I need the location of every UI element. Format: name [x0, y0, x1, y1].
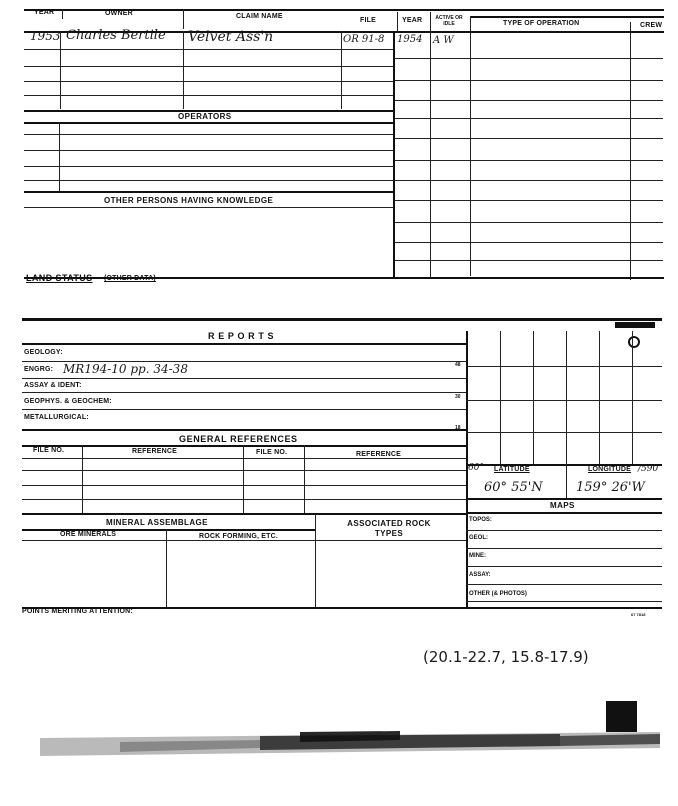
- rule: [470, 16, 471, 276]
- rule: [395, 160, 663, 161]
- report-num: 18: [455, 425, 461, 431]
- col-reference: REFERENCE: [132, 448, 177, 455]
- rule: [24, 180, 394, 181]
- rule: [22, 499, 466, 500]
- rule: [395, 100, 663, 101]
- rule: [632, 331, 633, 464]
- claim-name: Velvet Ass'n: [188, 29, 274, 45]
- report-num: 48: [455, 362, 461, 368]
- maps-row-label: MINE:: [469, 553, 486, 559]
- maps-title: MAPS: [550, 501, 575, 510]
- col-file-no2: FILE NO.: [256, 449, 288, 456]
- rule: [62, 9, 63, 19]
- punch-hole: [628, 336, 640, 348]
- claim-file: OR 91-8: [343, 34, 385, 45]
- rule: [315, 514, 316, 608]
- rule: [395, 180, 663, 181]
- col-reference2: REFERENCE: [356, 451, 401, 458]
- col-file-no: FILE NO.: [33, 447, 65, 454]
- claim-active: A W: [433, 35, 454, 46]
- rule: [395, 80, 663, 81]
- rule: [24, 191, 394, 193]
- rule: [395, 242, 663, 243]
- rule: [243, 445, 244, 513]
- latitude-value: 60° 55'N: [484, 480, 543, 495]
- reports-title: R E P O R T S: [208, 331, 275, 341]
- rule: [466, 566, 662, 567]
- rule: [393, 31, 395, 278]
- rule: [22, 513, 466, 515]
- maps-row-label: OTHER (& PHOTOS): [469, 591, 527, 597]
- general-references-title: GENERAL REFERENCES: [179, 434, 298, 444]
- land-status-title: LAND STATUS: [26, 273, 93, 283]
- rule: [466, 530, 662, 531]
- rule: [24, 150, 394, 151]
- rule: [430, 12, 431, 32]
- rule: [22, 458, 466, 459]
- lat-prefix: 60°: [468, 463, 484, 473]
- maps-row-label: ASSAY:: [469, 572, 491, 578]
- rule: [22, 318, 662, 321]
- header-year: YEAR: [34, 9, 55, 16]
- header-file: FILE: [360, 17, 376, 24]
- header-claim-name: CLAIM NAME: [236, 13, 283, 20]
- points-meriting-attention: POINTS MERITING ATTENTION:: [22, 608, 133, 615]
- report-label: GEOPHYS. & GEOCHEM:: [24, 398, 112, 405]
- rule: [566, 464, 567, 499]
- coords-note: (20.1-22.7, 15.8-17.9): [423, 648, 589, 666]
- rule: [466, 432, 662, 433]
- operators-title: OPERATORS: [178, 112, 232, 121]
- claim-year: 1953: [30, 29, 61, 43]
- rule: [24, 166, 394, 167]
- report-num: 30: [455, 394, 461, 400]
- rule: [24, 49, 394, 50]
- rule: [341, 31, 342, 109]
- scan-streak: [0, 718, 678, 778]
- claim-year2: 1954: [397, 34, 423, 45]
- rule: [395, 58, 663, 59]
- rule: [24, 134, 394, 135]
- rule: [22, 470, 466, 471]
- report-label: GEOLOGY:: [24, 349, 63, 356]
- smudge: [615, 322, 655, 328]
- rule: [183, 9, 184, 29]
- rule: [24, 122, 394, 124]
- longitude-label: LONGITUDE: [588, 466, 632, 473]
- report-label: ASSAY & IDENT:: [24, 382, 82, 389]
- header-type-of-operation: TYPE OF OPERATION: [503, 20, 580, 27]
- land-status-sub: (OTHER DATA): [104, 275, 156, 282]
- rule: [395, 138, 663, 139]
- longitude-value: 159° 26'W: [576, 480, 645, 495]
- rule: [22, 485, 466, 486]
- rule: [395, 118, 663, 119]
- rule: [82, 445, 83, 513]
- maps-row-label: GEOL:: [469, 535, 488, 541]
- rule: [22, 392, 466, 393]
- mineral-assemblage-title: MINERAL ASSEMBLAGE: [106, 518, 208, 527]
- rule: [470, 16, 664, 18]
- rule: [466, 498, 662, 500]
- rule: [466, 366, 662, 367]
- report-label: ENGRG:: [24, 366, 54, 373]
- rule: [466, 400, 662, 401]
- rule: [22, 409, 466, 410]
- rule: [183, 31, 184, 109]
- rule: [24, 81, 394, 82]
- rule: [22, 343, 466, 345]
- rule: [395, 260, 663, 261]
- form-code: 67 7818: [631, 612, 646, 617]
- rule: [566, 331, 567, 464]
- rule: [24, 95, 394, 96]
- lon-suffix: /590: [638, 464, 659, 474]
- rule: [304, 445, 305, 513]
- latitude-label: LATITUDE: [494, 466, 530, 473]
- header-active-or-idle: ACTIVE OR IDLE: [435, 15, 463, 27]
- rule: [22, 378, 466, 379]
- rule: [466, 548, 662, 549]
- rule: [166, 529, 167, 608]
- rule: [430, 31, 431, 278]
- claim-owner: Charles Bertile: [66, 28, 166, 43]
- rule: [466, 512, 662, 514]
- rule: [466, 601, 662, 602]
- rule: [22, 540, 466, 541]
- rule: [395, 222, 663, 223]
- header-owner: OWNER: [105, 10, 133, 17]
- rule: [24, 207, 394, 208]
- rule: [59, 122, 60, 192]
- rock-forming-label: ROCK FORMING, ETC.: [199, 533, 279, 540]
- rule: [24, 66, 394, 67]
- report-value: MR194-10 pp. 34-38: [63, 362, 188, 376]
- header-crew: CREW: [640, 22, 663, 29]
- rule: [397, 12, 398, 32]
- other-persons-title: OTHER PERSONS HAVING KNOWLEDGE: [104, 196, 274, 205]
- ore-minerals-label: ORE MINERALS: [60, 531, 117, 538]
- report-label: METALLURGICAL:: [24, 414, 89, 421]
- rule: [599, 331, 600, 464]
- rule: [466, 584, 662, 585]
- associated-rock-types: ASSOCIATED ROCK TYPES: [347, 519, 431, 538]
- rule: [22, 445, 466, 447]
- rule: [533, 331, 534, 464]
- rule: [395, 200, 663, 201]
- rule: [22, 429, 466, 431]
- maps-row-label: TOPOS:: [469, 517, 492, 523]
- rule: [500, 331, 501, 464]
- header-year2: YEAR: [402, 17, 423, 24]
